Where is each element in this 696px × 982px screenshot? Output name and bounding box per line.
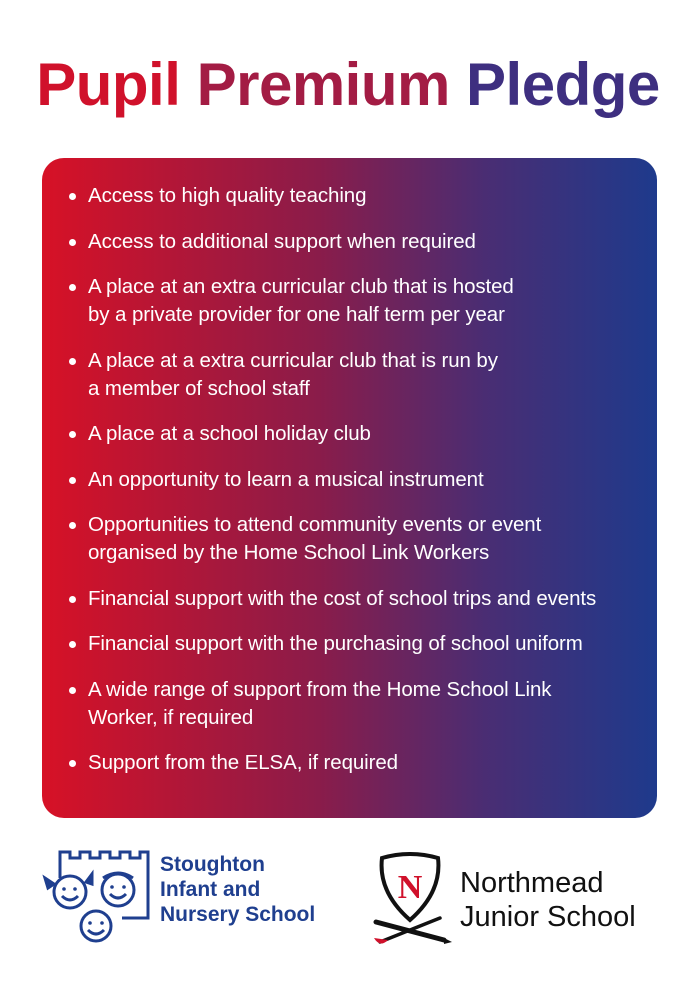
pledge-item: [68, 630, 637, 658]
pledge-item: [68, 347, 637, 403]
pledge-item: [68, 420, 637, 448]
pledge-text: Financial support with the purchasing of school uniform: [88, 632, 583, 655]
pledge-item: [68, 228, 637, 256]
northmead-school-name: [460, 866, 636, 934]
school-name-line: Northmead: [460, 867, 604, 899]
pledge-text: A place at a extra curricular club that is run by a member of school staff: [88, 348, 498, 400]
bullet-icon: [69, 477, 76, 484]
title-word-pledge: Pledge: [466, 51, 660, 118]
pledge-item: [68, 182, 637, 210]
title-word-pupil: Pupil: [36, 51, 181, 118]
stoughton-school-name: [160, 852, 315, 927]
title-word-premium: Premium: [196, 51, 450, 118]
bullet-icon: [69, 687, 76, 694]
pledge-panel: [42, 158, 657, 818]
pledge-item: [68, 511, 637, 567]
bullet-icon: [69, 596, 76, 603]
pledge-item: [68, 585, 637, 613]
bullet-icon: [69, 239, 76, 246]
pledge-text: Financial support with the cost of school trips and events: [88, 586, 597, 610]
stoughton-school-logo: [40, 848, 340, 948]
bullet-icon: [69, 193, 76, 200]
bullet-icon: [69, 641, 76, 648]
pledge-item: [68, 273, 637, 329]
school-name-line: Infant and: [160, 878, 261, 901]
pledge-item: [68, 676, 637, 732]
pledge-text: A wide range of support from the Home School Link Worker, if required: [88, 677, 552, 729]
bullet-icon: [69, 431, 76, 438]
northmead-school-logo: [370, 852, 670, 952]
pledge-text: Access to high quality teaching: [88, 184, 367, 207]
pledge-list: [68, 182, 637, 777]
pledge-text: A place at an extra curricular club that is hosted by a private provider for one half term per year: [88, 275, 514, 326]
page-title: [0, 50, 696, 120]
pledge-item: [68, 466, 637, 494]
pledge-text: A place at a school holiday club: [88, 422, 371, 445]
castle-faces-icon: [40, 848, 155, 948]
bullet-icon: [69, 522, 76, 529]
shield-letter: N: [397, 869, 423, 906]
school-name-line: Nursery School: [160, 903, 316, 926]
bullet-icon: [69, 760, 76, 767]
bullet-icon: [69, 358, 76, 365]
shield-crest-icon: [370, 852, 454, 948]
pledge-text: Access to additional support when required: [88, 229, 476, 253]
school-name-line: Stoughton: [160, 853, 265, 876]
bullet-icon: [69, 284, 76, 291]
pledge-text: Opportunities to attend community events or event organised by the Home School Link Workers: [88, 513, 542, 564]
pledge-text: Support from the ELSA, if required: [88, 751, 398, 774]
school-name-line: Junior School: [460, 901, 636, 933]
pledge-text: An opportunity to learn a musical instrument: [88, 467, 484, 491]
pledge-item: [68, 749, 637, 777]
